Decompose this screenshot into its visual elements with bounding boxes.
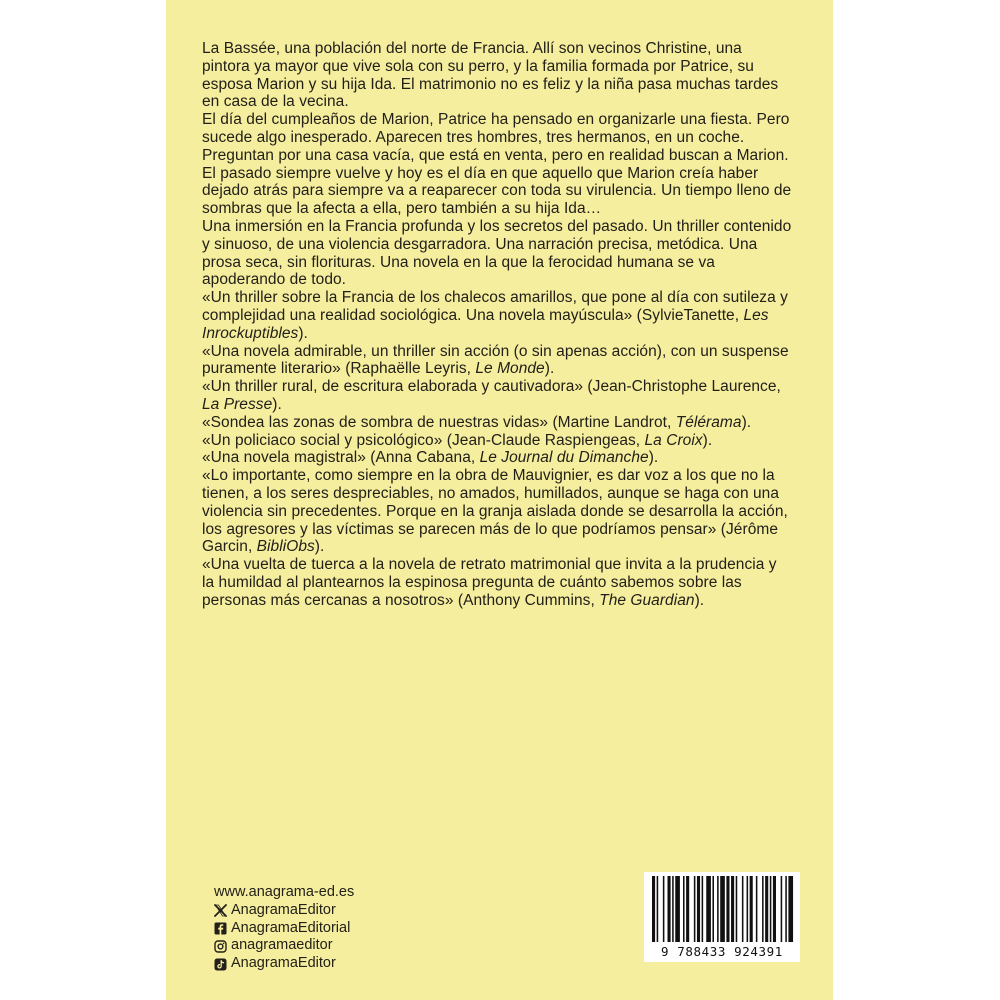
instagram-icon	[214, 940, 227, 953]
review-end: ).	[694, 591, 705, 609]
barcode-bar	[683, 876, 685, 942]
isbn-barcode	[644, 872, 800, 962]
review-quote	[202, 378, 792, 414]
review-source: La Presse	[202, 395, 273, 413]
review-source: BibliObs	[256, 538, 315, 556]
barcode-bar	[697, 876, 700, 942]
instagram-label[interactable]: anagramaeditor	[231, 937, 333, 954]
barcode-bar	[712, 876, 714, 942]
barcode-bar	[756, 876, 758, 942]
barcode-bar	[726, 876, 729, 942]
barcode-bar	[747, 876, 749, 942]
barcode-bar	[731, 876, 734, 942]
review-quote	[202, 289, 792, 342]
review-end: ).	[544, 360, 555, 378]
synopsis-paragraph-1: La Bassée, una población del norte de Francia. Allí son vecinos Christine, una pintora ya mayor que vive sola con su perro, y la familia formada por Patrice, su esposa Marion y su hija Ida. El matrimonio no es feliz y la niña pasa muchas tardes en casa de la vecina.	[202, 40, 779, 111]
barcode-bar	[702, 876, 704, 942]
barcode-bar	[663, 876, 665, 942]
publisher-contacts	[214, 884, 354, 973]
barcode-bar	[781, 876, 783, 942]
barcode-bar	[668, 876, 671, 942]
review-text: «Un thriller rural, de escritura elaborada y cautivadora» (Jean-Christophe Laurence,	[202, 378, 781, 396]
barcode-bar	[750, 876, 753, 942]
x-account-link[interactable]	[214, 902, 354, 920]
review-source: The Guardian	[599, 591, 695, 609]
barcode-bar	[765, 876, 768, 942]
review-text: «Un thriller sobre la Francia de los chalecos amarillos, que pone al día con sutileza y complejidad una realidad sociológica. Una novela mayúscula» (SylvieTanette,	[202, 289, 788, 324]
barcode-bar	[672, 876, 674, 942]
tiktok-icon	[214, 958, 227, 971]
review-text: «Sondea las zonas de sombra de nuestras vidas» (Martine Landrot,	[202, 413, 676, 431]
facebook-link[interactable]	[214, 920, 354, 938]
back-cover-blurb	[202, 40, 792, 610]
barcode-bar	[694, 876, 696, 942]
synopsis-paragraph-3: El pasado siempre vuelve y hoy es el día en que aquello que Marion creía haber dejado atrás para siempre va a reaparecer con toda su virulencia. Un tiempo lleno de sombras que la afecta a ella, pero también a su hija Ida…	[202, 164, 792, 218]
instagram-link[interactable]	[214, 937, 354, 955]
review-text: «Un policiaco social y psicológico» (Jean-Claude Raspiengeas,	[202, 431, 645, 449]
barcode-bar	[720, 876, 725, 942]
review-end: ).	[702, 431, 713, 449]
tiktok-label[interactable]: AnagramaEditor	[231, 955, 336, 972]
barcode-bar	[706, 876, 711, 942]
isbn-number: 9 788433 924391	[661, 944, 783, 959]
x-account-label[interactable]: AnagramaEditor	[231, 901, 336, 918]
review-text: «Lo importante, como siempre en la obra de Mauvignier, es dar voz a los que no la tienen, a los seres despreciables, no amados, humillados, aunque se haga con una violencia sin precedentes. Porque en la granja aislada donde se desarrolla la acción, los agresores y las víctimas se parecen más de lo que podríamos pensar» (Jérôme Garcin,	[202, 467, 788, 556]
barcode-bar	[717, 876, 719, 942]
review-text: «Una vuelta de tuerca a la novela de retrato matrimonial que invita a la prudencia y la humildad al plantearnos la espinosa pregunta de cuánto sabemos sobre las personas más cercanas a nosotros» (Anthony Cummins,	[202, 556, 777, 609]
website-label[interactable]: www.anagrama-ed.es	[214, 884, 355, 900]
review-source: Les Inrockuptibles	[202, 306, 769, 342]
barcode-bar	[652, 876, 655, 942]
review-end: ).	[648, 449, 659, 467]
review-quote	[202, 467, 792, 556]
barcode-bar	[788, 876, 793, 942]
facebook-label[interactable]: AnagramaEditorial	[231, 919, 351, 936]
x-logo-icon	[214, 904, 227, 917]
review-end: ).	[741, 413, 752, 431]
review-end: ).	[314, 538, 325, 556]
review-text: «Una novela magistral» (Anna Cabana,	[202, 449, 480, 467]
barcode-bar	[736, 876, 738, 942]
barcode-bar	[675, 876, 680, 942]
facebook-icon	[214, 922, 227, 935]
review-quote	[202, 343, 792, 379]
synopsis-paragraph-4: Una inmersión en la Francia profunda y los secretos del pasado. Un thriller contenido y sinuoso, de una violencia desgarradora. Una narración precisa, metódica. Una prosa seca, sin florituras. Una novela en la que la ferocidad humana se va apoderando de todo.	[202, 217, 792, 289]
review-text: «Una novela admirable, un thriller sin acción (o sin apenas acción), con un suspense puramente literario» (Raphaëlle Leyris,	[202, 342, 789, 378]
barcode-bar	[686, 876, 689, 942]
tiktok-link[interactable]	[214, 955, 354, 973]
synopsis-paragraph-2: El día del cumpleaños de Marion, Patrice ha pensado en organizarle una fiesta. Pero sucede algo inesperado. Aparecen tres hombres, tres hermanos, en un coche. Preguntan por una casa vacía, que está en venta, pero en realidad buscan a Marion.	[202, 111, 790, 164]
review-source: Télérama	[675, 413, 742, 431]
review-source: Le Journal du Dimanche	[479, 449, 649, 467]
barcode-bar	[770, 876, 772, 942]
barcode-bar	[762, 876, 764, 942]
barcode-bar	[742, 876, 744, 942]
review-quote	[202, 449, 792, 467]
review-source: La Croix	[644, 431, 703, 449]
review-quote	[202, 432, 792, 450]
barcode-bar	[773, 876, 776, 942]
review-source: Le Monde	[475, 360, 545, 378]
review-end: ).	[272, 395, 282, 413]
website-link[interactable]	[214, 884, 354, 902]
barcode-bars	[644, 872, 800, 944]
review-quote	[202, 556, 792, 609]
review-end: ).	[298, 324, 308, 342]
barcode-bar	[785, 876, 787, 942]
barcode-bar	[657, 876, 659, 942]
review-quote	[202, 414, 792, 432]
